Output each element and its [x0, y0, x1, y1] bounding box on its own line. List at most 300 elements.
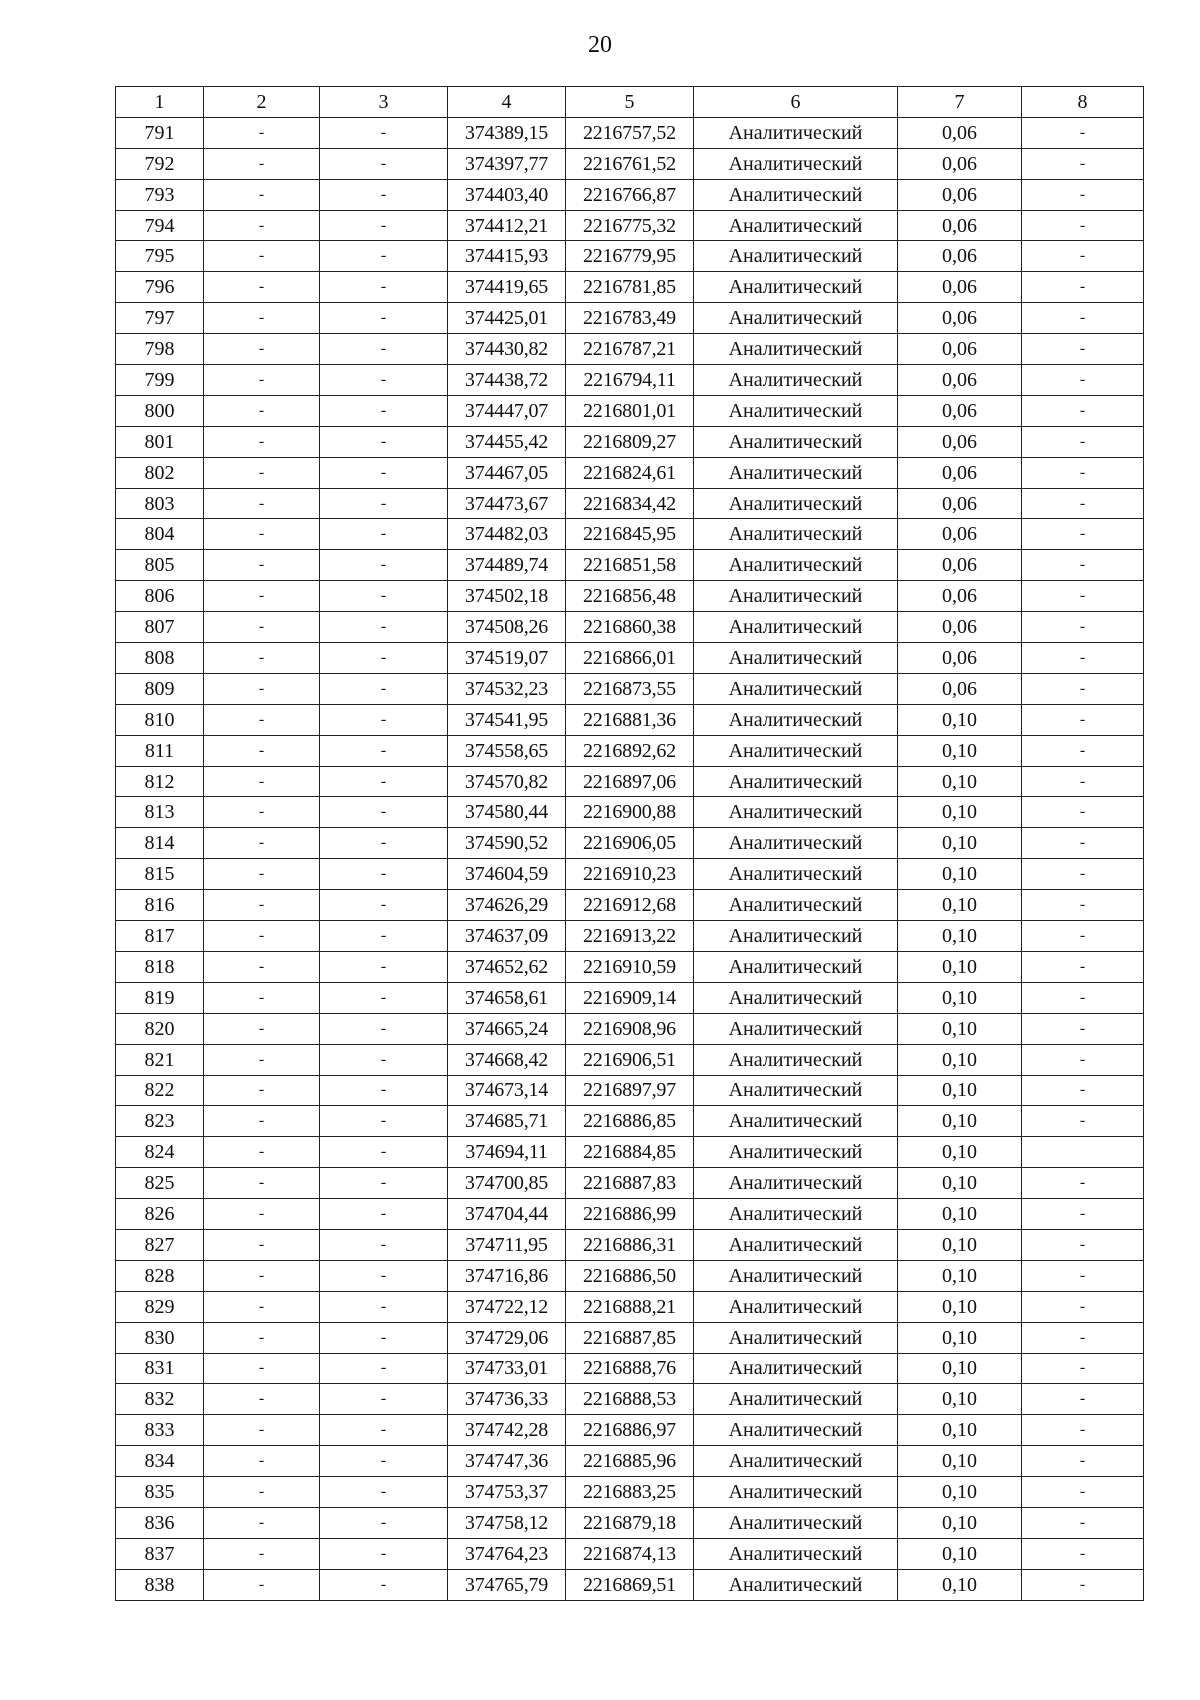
method-cell: Аналитический	[694, 1322, 898, 1353]
table-row	[116, 581, 1144, 612]
col2-cell: -	[204, 1106, 320, 1137]
col2-cell: -	[204, 1384, 320, 1415]
col3-cell: -	[320, 1260, 448, 1291]
col2-cell: -	[204, 1446, 320, 1477]
table-row	[116, 1168, 1144, 1199]
accuracy-cell: 0,10	[898, 1538, 1022, 1569]
point-number-cell: 809	[116, 673, 204, 704]
accuracy-cell: 0,06	[898, 643, 1022, 674]
accuracy-cell: 0,10	[898, 1199, 1022, 1230]
accuracy-cell: 0,10	[898, 859, 1022, 890]
method-cell: Аналитический	[694, 179, 898, 210]
method-cell: Аналитический	[694, 797, 898, 828]
col8-cell: -	[1022, 1477, 1144, 1508]
x-coordinate-cell: 374412,21	[448, 210, 566, 241]
accuracy-cell: 0,10	[898, 704, 1022, 735]
col8-cell: -	[1022, 395, 1144, 426]
point-number-cell: 836	[116, 1507, 204, 1538]
accuracy-cell: 0,10	[898, 1044, 1022, 1075]
col8-cell: -	[1022, 797, 1144, 828]
accuracy-cell: 0,10	[898, 1229, 1022, 1260]
y-coordinate-cell: 2216900,88	[566, 797, 694, 828]
point-number-cell: 812	[116, 766, 204, 797]
method-cell: Аналитический	[694, 488, 898, 519]
col3-cell: -	[320, 457, 448, 488]
table-row	[116, 1260, 1144, 1291]
col2-cell: -	[204, 921, 320, 952]
method-cell: Аналитический	[694, 1538, 898, 1569]
x-coordinate-cell: 374604,59	[448, 859, 566, 890]
accuracy-cell: 0,06	[898, 457, 1022, 488]
point-number-cell: 821	[116, 1044, 204, 1075]
x-coordinate-cell: 374570,82	[448, 766, 566, 797]
col2-cell: -	[204, 241, 320, 272]
y-coordinate-cell: 2216775,32	[566, 210, 694, 241]
y-coordinate-cell: 2216834,42	[566, 488, 694, 519]
point-number-cell: 791	[116, 117, 204, 148]
col2-cell: -	[204, 1477, 320, 1508]
point-number-cell: 817	[116, 921, 204, 952]
point-number-cell: 835	[116, 1477, 204, 1508]
col3-cell: -	[320, 1569, 448, 1600]
col8-cell: -	[1022, 890, 1144, 921]
col8-cell: -	[1022, 1415, 1144, 1446]
col8-cell: -	[1022, 148, 1144, 179]
y-coordinate-cell: 2216897,06	[566, 766, 694, 797]
col8-cell: -	[1022, 766, 1144, 797]
table-row	[116, 457, 1144, 488]
x-coordinate-cell: 374438,72	[448, 365, 566, 396]
table-row	[116, 612, 1144, 643]
accuracy-cell: 0,10	[898, 1260, 1022, 1291]
point-number-cell: 824	[116, 1137, 204, 1168]
y-coordinate-cell: 2216869,51	[566, 1569, 694, 1600]
point-number-cell: 819	[116, 982, 204, 1013]
table-row	[116, 1199, 1144, 1230]
table-row	[116, 1569, 1144, 1600]
point-number-cell: 816	[116, 890, 204, 921]
method-cell: Аналитический	[694, 1137, 898, 1168]
y-coordinate-cell: 2216888,76	[566, 1353, 694, 1384]
point-number-cell: 822	[116, 1075, 204, 1106]
col2-cell: -	[204, 148, 320, 179]
y-coordinate-cell: 2216851,58	[566, 550, 694, 581]
method-cell: Аналитический	[694, 550, 898, 581]
col3-cell: -	[320, 673, 448, 704]
col3-cell: -	[320, 272, 448, 303]
point-number-cell: 808	[116, 643, 204, 674]
y-coordinate-cell: 2216888,21	[566, 1291, 694, 1322]
accuracy-cell: 0,06	[898, 303, 1022, 334]
col3-cell: -	[320, 334, 448, 365]
col2-cell: -	[204, 1137, 320, 1168]
x-coordinate-cell: 374753,37	[448, 1477, 566, 1508]
method-cell: Аналитический	[694, 210, 898, 241]
y-coordinate-cell: 2216886,31	[566, 1229, 694, 1260]
x-coordinate-cell: 374580,44	[448, 797, 566, 828]
x-coordinate-cell: 374590,52	[448, 828, 566, 859]
col2-cell: -	[204, 303, 320, 334]
table-row	[116, 210, 1144, 241]
col2-cell: -	[204, 179, 320, 210]
col3-cell: -	[320, 117, 448, 148]
table-row	[116, 241, 1144, 272]
column-header: 8	[1022, 87, 1144, 118]
method-cell: Аналитический	[694, 1415, 898, 1446]
method-cell: Аналитический	[694, 982, 898, 1013]
col2-cell: -	[204, 797, 320, 828]
col3-cell: -	[320, 704, 448, 735]
col2-cell: -	[204, 673, 320, 704]
table-row	[116, 890, 1144, 921]
table-row	[116, 1415, 1144, 1446]
y-coordinate-cell: 2216794,11	[566, 365, 694, 396]
x-coordinate-cell: 374558,65	[448, 735, 566, 766]
y-coordinate-cell: 2216779,95	[566, 241, 694, 272]
point-number-cell: 818	[116, 951, 204, 982]
col2-cell: -	[204, 1353, 320, 1384]
col2-cell: -	[204, 1199, 320, 1230]
x-coordinate-cell: 374489,74	[448, 550, 566, 581]
y-coordinate-cell: 2216766,87	[566, 179, 694, 210]
col3-cell: -	[320, 890, 448, 921]
accuracy-cell: 0,10	[898, 797, 1022, 828]
method-cell: Аналитический	[694, 921, 898, 952]
col3-cell: -	[320, 1538, 448, 1569]
col3-cell: -	[320, 735, 448, 766]
col8-cell: -	[1022, 1538, 1144, 1569]
method-cell: Аналитический	[694, 859, 898, 890]
y-coordinate-cell: 2216909,14	[566, 982, 694, 1013]
col3-cell: -	[320, 210, 448, 241]
method-cell: Аналитический	[694, 704, 898, 735]
col2-cell: -	[204, 1291, 320, 1322]
col2-cell: -	[204, 643, 320, 674]
point-number-cell: 801	[116, 426, 204, 457]
col8-cell: -	[1022, 241, 1144, 272]
method-cell: Аналитический	[694, 1260, 898, 1291]
table-row	[116, 1477, 1144, 1508]
method-cell: Аналитический	[694, 1168, 898, 1199]
point-number-cell: 815	[116, 859, 204, 890]
accuracy-cell: 0,06	[898, 148, 1022, 179]
method-cell: Аналитический	[694, 735, 898, 766]
point-number-cell: 837	[116, 1538, 204, 1569]
accuracy-cell: 0,10	[898, 921, 1022, 952]
col3-cell: -	[320, 921, 448, 952]
point-number-cell: 829	[116, 1291, 204, 1322]
table-row	[116, 488, 1144, 519]
col2-cell: -	[204, 519, 320, 550]
y-coordinate-cell: 2216885,96	[566, 1446, 694, 1477]
col8-cell: -	[1022, 982, 1144, 1013]
table-row	[116, 673, 1144, 704]
col2-cell: -	[204, 488, 320, 519]
table-row	[116, 859, 1144, 890]
col8-cell: -	[1022, 1446, 1144, 1477]
y-coordinate-cell: 2216879,18	[566, 1507, 694, 1538]
col8-cell: -	[1022, 303, 1144, 334]
column-header: 4	[448, 87, 566, 118]
col3-cell: -	[320, 426, 448, 457]
method-cell: Аналитический	[694, 1229, 898, 1260]
method-cell: Аналитический	[694, 426, 898, 457]
col3-cell: -	[320, 1291, 448, 1322]
col2-cell: -	[204, 550, 320, 581]
col3-cell: -	[320, 828, 448, 859]
y-coordinate-cell: 2216910,23	[566, 859, 694, 890]
point-number-cell: 810	[116, 704, 204, 735]
table-row	[116, 272, 1144, 303]
col3-cell: -	[320, 1446, 448, 1477]
x-coordinate-cell: 374403,40	[448, 179, 566, 210]
table-row	[116, 1384, 1144, 1415]
x-coordinate-cell: 374389,15	[448, 117, 566, 148]
col3-cell: -	[320, 797, 448, 828]
method-cell: Аналитический	[694, 334, 898, 365]
accuracy-cell: 0,06	[898, 612, 1022, 643]
col3-cell: -	[320, 1322, 448, 1353]
point-number-cell: 806	[116, 581, 204, 612]
col8-cell: -	[1022, 1569, 1144, 1600]
x-coordinate-cell: 374425,01	[448, 303, 566, 334]
method-cell: Аналитический	[694, 1446, 898, 1477]
col3-cell: -	[320, 1415, 448, 1446]
table-row	[116, 1044, 1144, 1075]
y-coordinate-cell: 2216886,50	[566, 1260, 694, 1291]
col3-cell: -	[320, 241, 448, 272]
col8-cell: -	[1022, 210, 1144, 241]
method-cell: Аналитический	[694, 395, 898, 426]
accuracy-cell: 0,10	[898, 1137, 1022, 1168]
accuracy-cell: 0,06	[898, 179, 1022, 210]
table-row	[116, 951, 1144, 982]
col8-cell: -	[1022, 673, 1144, 704]
col2-cell: -	[204, 766, 320, 797]
x-coordinate-cell: 374673,14	[448, 1075, 566, 1106]
method-cell: Аналитический	[694, 457, 898, 488]
table-row	[116, 704, 1144, 735]
method-cell: Аналитический	[694, 117, 898, 148]
accuracy-cell: 0,06	[898, 395, 1022, 426]
x-coordinate-cell: 374765,79	[448, 1569, 566, 1600]
accuracy-cell: 0,06	[898, 519, 1022, 550]
col8-cell: -	[1022, 735, 1144, 766]
accuracy-cell: 0,06	[898, 117, 1022, 148]
x-coordinate-cell: 374430,82	[448, 334, 566, 365]
table-row	[116, 1538, 1144, 1569]
method-cell: Аналитический	[694, 365, 898, 396]
x-coordinate-cell: 374482,03	[448, 519, 566, 550]
x-coordinate-cell: 374502,18	[448, 581, 566, 612]
table-row	[116, 426, 1144, 457]
point-number-cell: 834	[116, 1446, 204, 1477]
table-body	[116, 117, 1144, 1600]
table-row	[116, 550, 1144, 581]
col8-cell	[1022, 1137, 1144, 1168]
col3-cell: -	[320, 951, 448, 982]
col2-cell: -	[204, 1507, 320, 1538]
y-coordinate-cell: 2216912,68	[566, 890, 694, 921]
point-number-cell: 794	[116, 210, 204, 241]
y-coordinate-cell: 2216908,96	[566, 1013, 694, 1044]
accuracy-cell: 0,10	[898, 1353, 1022, 1384]
col3-cell: -	[320, 550, 448, 581]
col3-cell: -	[320, 1168, 448, 1199]
point-number-cell: 833	[116, 1415, 204, 1446]
col8-cell: -	[1022, 612, 1144, 643]
point-number-cell: 803	[116, 488, 204, 519]
accuracy-cell: 0,06	[898, 426, 1022, 457]
col2-cell: -	[204, 426, 320, 457]
x-coordinate-cell: 374397,77	[448, 148, 566, 179]
col8-cell: -	[1022, 1322, 1144, 1353]
x-coordinate-cell: 374637,09	[448, 921, 566, 952]
x-coordinate-cell: 374700,85	[448, 1168, 566, 1199]
x-coordinate-cell: 374729,06	[448, 1322, 566, 1353]
accuracy-cell: 0,06	[898, 334, 1022, 365]
point-number-cell: 832	[116, 1384, 204, 1415]
table-row	[116, 766, 1144, 797]
col8-cell: -	[1022, 1291, 1144, 1322]
method-cell: Аналитический	[694, 643, 898, 674]
col8-cell: -	[1022, 1075, 1144, 1106]
method-cell: Аналитический	[694, 1569, 898, 1600]
method-cell: Аналитический	[694, 673, 898, 704]
y-coordinate-cell: 2216886,99	[566, 1199, 694, 1230]
table-row	[116, 179, 1144, 210]
table-row	[116, 1013, 1144, 1044]
y-coordinate-cell: 2216761,52	[566, 148, 694, 179]
method-cell: Аналитический	[694, 1477, 898, 1508]
col8-cell: -	[1022, 179, 1144, 210]
y-coordinate-cell: 2216873,55	[566, 673, 694, 704]
col2-cell: -	[204, 395, 320, 426]
y-coordinate-cell: 2216757,52	[566, 117, 694, 148]
y-coordinate-cell: 2216892,62	[566, 735, 694, 766]
x-coordinate-cell: 374419,65	[448, 272, 566, 303]
col3-cell: -	[320, 1013, 448, 1044]
point-number-cell: 798	[116, 334, 204, 365]
x-coordinate-cell: 374733,01	[448, 1353, 566, 1384]
col2-cell: -	[204, 612, 320, 643]
point-number-cell: 799	[116, 365, 204, 396]
col2-cell: -	[204, 1044, 320, 1075]
col8-cell: -	[1022, 117, 1144, 148]
col3-cell: -	[320, 1075, 448, 1106]
y-coordinate-cell: 2216787,21	[566, 334, 694, 365]
col2-cell: -	[204, 982, 320, 1013]
col8-cell: -	[1022, 581, 1144, 612]
point-number-cell: 820	[116, 1013, 204, 1044]
col3-cell: -	[320, 1106, 448, 1137]
coordinates-table	[115, 86, 1144, 1601]
method-cell: Аналитический	[694, 1291, 898, 1322]
point-number-cell: 826	[116, 1199, 204, 1230]
col8-cell: -	[1022, 519, 1144, 550]
col8-cell: -	[1022, 1168, 1144, 1199]
col3-cell: -	[320, 581, 448, 612]
accuracy-cell: 0,06	[898, 210, 1022, 241]
col2-cell: -	[204, 457, 320, 488]
accuracy-cell: 0,06	[898, 488, 1022, 519]
point-number-cell: 813	[116, 797, 204, 828]
x-coordinate-cell: 374652,62	[448, 951, 566, 982]
accuracy-cell: 0,10	[898, 1446, 1022, 1477]
y-coordinate-cell: 2216856,48	[566, 581, 694, 612]
col8-cell: -	[1022, 1044, 1144, 1075]
col8-cell: -	[1022, 859, 1144, 890]
col8-cell: -	[1022, 1507, 1144, 1538]
y-coordinate-cell: 2216824,61	[566, 457, 694, 488]
col2-cell: -	[204, 1168, 320, 1199]
col2-cell: -	[204, 1538, 320, 1569]
point-number-cell: 795	[116, 241, 204, 272]
accuracy-cell: 0,10	[898, 735, 1022, 766]
x-coordinate-cell: 374626,29	[448, 890, 566, 921]
col3-cell: -	[320, 179, 448, 210]
method-cell: Аналитический	[694, 1106, 898, 1137]
x-coordinate-cell: 374694,11	[448, 1137, 566, 1168]
col8-cell: -	[1022, 1384, 1144, 1415]
method-cell: Аналитический	[694, 519, 898, 550]
col2-cell: -	[204, 1260, 320, 1291]
accuracy-cell: 0,10	[898, 1106, 1022, 1137]
table-row	[116, 1137, 1144, 1168]
accuracy-cell: 0,10	[898, 982, 1022, 1013]
method-cell: Аналитический	[694, 766, 898, 797]
col2-cell: -	[204, 581, 320, 612]
method-cell: Аналитический	[694, 241, 898, 272]
accuracy-cell: 0,10	[898, 1384, 1022, 1415]
point-number-cell: 804	[116, 519, 204, 550]
x-coordinate-cell: 374467,05	[448, 457, 566, 488]
col2-cell: -	[204, 704, 320, 735]
col2-cell: -	[204, 1013, 320, 1044]
accuracy-cell: 0,06	[898, 673, 1022, 704]
table-row	[116, 1291, 1144, 1322]
method-cell: Аналитический	[694, 612, 898, 643]
table-row	[116, 519, 1144, 550]
col3-cell: -	[320, 488, 448, 519]
y-coordinate-cell: 2216886,85	[566, 1106, 694, 1137]
col8-cell: -	[1022, 1199, 1144, 1230]
col3-cell: -	[320, 395, 448, 426]
table-row	[116, 1353, 1144, 1384]
y-coordinate-cell: 2216866,01	[566, 643, 694, 674]
point-number-cell: 811	[116, 735, 204, 766]
column-header: 2	[204, 87, 320, 118]
page-number: 20	[588, 32, 612, 58]
col8-cell: -	[1022, 426, 1144, 457]
col8-cell: -	[1022, 921, 1144, 952]
table-row	[116, 1446, 1144, 1477]
table-row	[116, 148, 1144, 179]
column-header: 7	[898, 87, 1022, 118]
table-row	[116, 1106, 1144, 1137]
col3-cell: -	[320, 148, 448, 179]
x-coordinate-cell: 374532,23	[448, 673, 566, 704]
accuracy-cell: 0,10	[898, 1322, 1022, 1353]
table-row	[116, 828, 1144, 859]
col2-cell: -	[204, 365, 320, 396]
col8-cell: -	[1022, 704, 1144, 735]
x-coordinate-cell: 374764,23	[448, 1538, 566, 1569]
column-header: 1	[116, 87, 204, 118]
method-cell: Аналитический	[694, 581, 898, 612]
point-number-cell: 830	[116, 1322, 204, 1353]
x-coordinate-cell: 374541,95	[448, 704, 566, 735]
